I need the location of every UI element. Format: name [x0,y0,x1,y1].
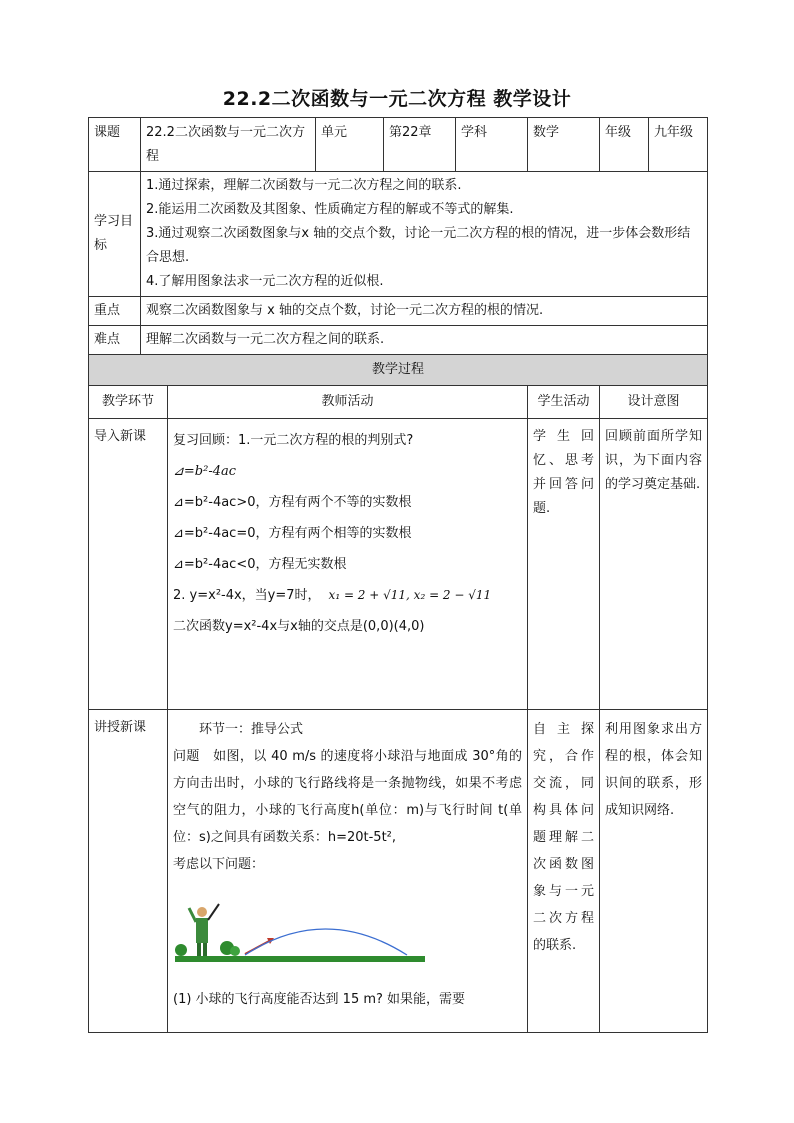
table-row [89,710,708,1033]
ball-trajectory-icon [245,929,407,955]
column-teacher: 教师活动 [168,386,528,419]
process-column-header [89,386,708,419]
teacher-line: (1) 小球的飞行高度能否达到 15 m? 如果能，需要 [173,992,466,1007]
process-section-title: 教学过程 [89,355,708,386]
subject-value: 数学 [528,118,600,172]
teacher-line: 复习回顾：1.一元二次方程的根的判别式? [173,433,414,448]
unit-label: 单元 [316,118,384,172]
design-intent-new: 利用图象求出方程的根，体会知识间的联系，形成知识网络. [600,710,708,1033]
objectives-label: 学习目标 [89,172,141,297]
objective-item: 3.通过观察二次函数图象与x 轴的交点个数，讨论一元二次方程的根的情况，进一步体会数形结合思想. [146,226,691,265]
student-activity-new: 自主探究，合作交流，同构具体问题理解二次函数图象与一元二次方程的联系. [528,710,600,1033]
objective-item: 2.能运用二次函数及其图象、性质确定方程的解或不等式的解集. [146,202,514,217]
objectives-row [89,172,708,297]
topic-label: 课题 [89,118,141,172]
key-point-label: 重点 [89,297,141,326]
table-row [89,419,708,710]
unit-value: 第22章 [384,118,456,172]
column-stage: 教学环节 [89,386,168,419]
page-title: 22.2二次函数与一元二次方程 教学设计 [222,88,572,110]
subject-label: 学科 [456,118,528,172]
design-intent-intro: 回顾前面所学知识，为下面内容的学习奠定基础. [600,419,708,710]
header-row [89,118,708,172]
grade-value: 九年级 [649,118,708,172]
difficulty-text: 理解二次函数与一元二次方程之间的联系. [141,326,708,355]
teacher-activity-intro [168,419,528,710]
objective-item: 4.了解用图象法求一元二次方程的近似根. [146,274,384,289]
objectives-list [141,172,708,297]
topic-value: 22.2二次函数与一元二次方程 [141,118,316,172]
golf-illustration [175,898,522,976]
tree-icon [175,941,240,956]
difficulty-row [89,326,708,355]
key-point-row [89,297,708,326]
teacher-line: ⊿=b²-4ac<0，方程无实数根 [173,557,347,572]
process-section-row [89,355,708,386]
golf-scene [175,898,425,966]
grade-label: 年级 [600,118,649,172]
column-intent: 设计意图 [600,386,708,419]
teacher-activity-new [168,710,528,1033]
teacher-line: ⊿=b²-4ac=0，方程有两个相等的实数根 [173,526,412,541]
stage-new-lesson: 讲授新课 [89,710,168,1033]
teacher-line: 考虑以下问题： [173,857,265,872]
teacher-line: 问题 如图，以 40 m/s 的速度将小球沿与地面成 30°角的方向击出时，小球的飞行路线将是一条抛物线，如果不考虑空气的阻力，小球的飞行高度h(单位：m)与飞行时间 t(单位：s)之间具有函数关系：h=20t-5t², [173,749,523,845]
teacher-line: 2. y=x²-4x，当y=7时， [173,588,321,603]
objective-item: 1.通过探索，理解二次函数与一元二次方程之间的联系. [146,178,462,193]
student-activity-intro: 学生回忆、思考并回答问题. [528,419,600,710]
stage-intro: 导入新课 [89,419,168,710]
lesson-plan-table [88,117,708,1033]
roots-formula: x₁ = 2 + √11, x₂ = 2 − √11 [328,588,492,602]
teacher-line: 环节一：推导公式 [199,722,304,737]
teacher-line: 二次函数y=x²-4x与x轴的交点是(0,0)(4,0) [173,619,425,634]
teacher-line-formula [173,580,522,611]
difficulty-label: 难点 [89,326,141,355]
teacher-line: ⊿=b²-4ac [173,464,237,479]
golfer-icon [189,904,219,956]
teacher-line: ⊿=b²-4ac>0，方程有两个不等的实数根 [173,495,412,510]
ground [175,956,425,962]
column-student: 学生活动 [528,386,600,419]
key-point-text: 观察二次函数图象与 x 轴的交点个数，讨论一元二次方程的根的情况. [141,297,708,326]
